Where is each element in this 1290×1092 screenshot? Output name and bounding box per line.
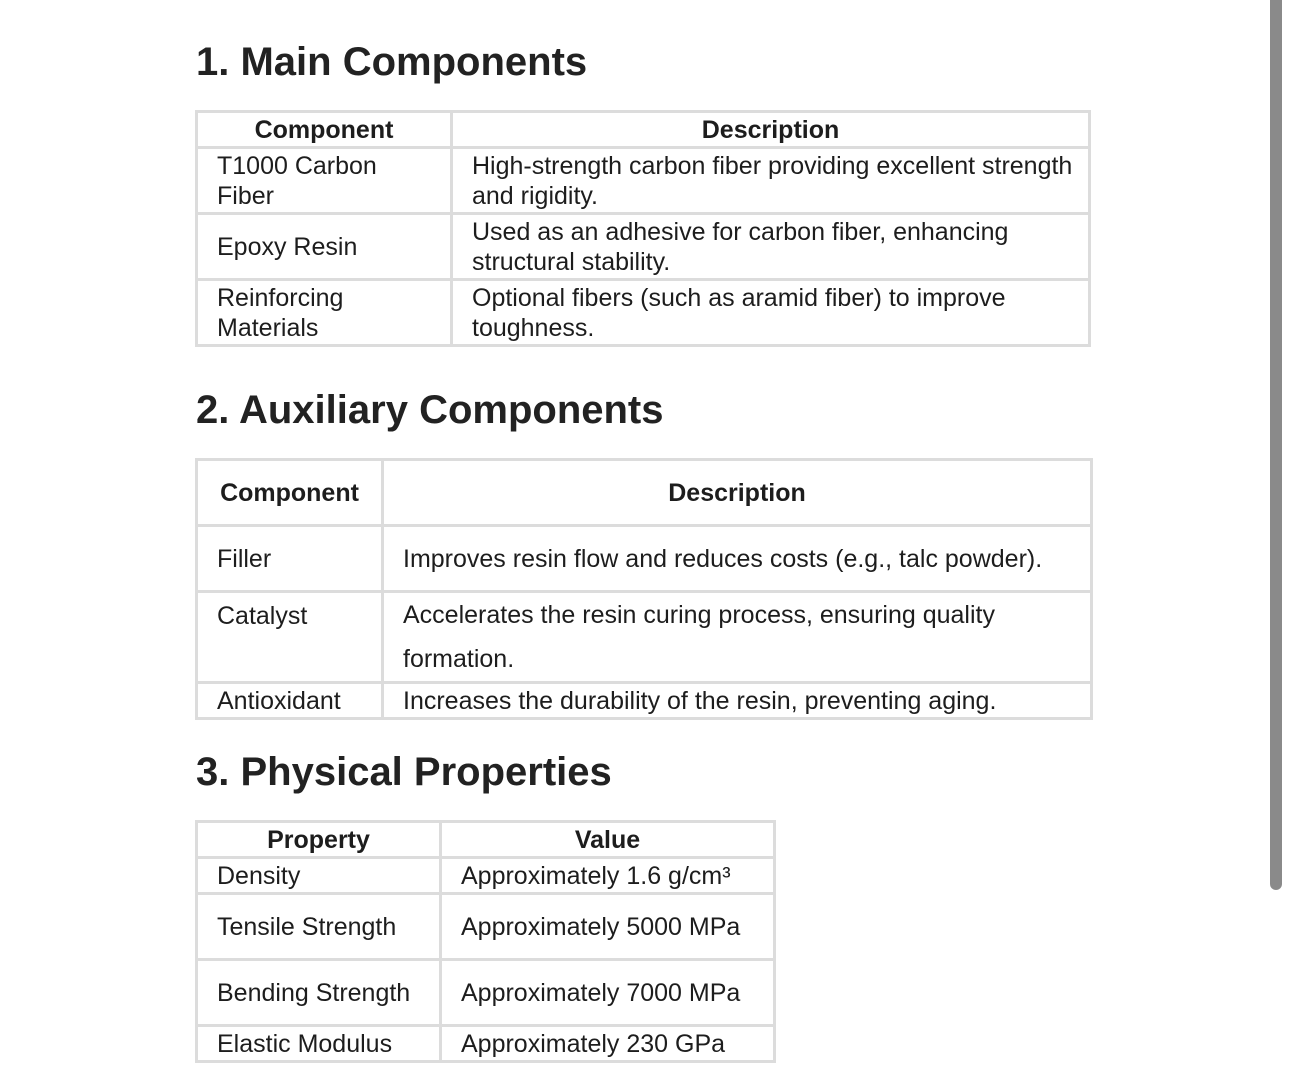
component-cell: Catalyst bbox=[197, 592, 383, 683]
description-cell: Increases the durability of the resin, preventing aging. bbox=[383, 683, 1092, 719]
component-cell: Epoxy Resin bbox=[197, 214, 452, 280]
section-title-main-components: 1. Main Components bbox=[196, 40, 588, 84]
table-row bbox=[197, 592, 1092, 683]
property-cell: Bending Strength bbox=[197, 960, 441, 1026]
table-row bbox=[197, 1026, 775, 1062]
description-cell: High-strength carbon fiber providing excellent strength and rigidity. bbox=[452, 148, 1090, 214]
description-cell: Optional fibers (such as aramid fiber) to improve toughness. bbox=[452, 280, 1090, 346]
section-title-auxiliary-components: 2. Auxiliary Components bbox=[196, 388, 664, 432]
description-cell: Improves resin flow and reduces costs (e.g., talc powder). bbox=[383, 526, 1092, 592]
column-header-component: Component bbox=[197, 112, 452, 148]
table-header-row bbox=[197, 112, 1090, 148]
component-cell: Reinforcing Materials bbox=[197, 280, 452, 346]
column-header-property: Property bbox=[197, 822, 441, 858]
value-cell: Approximately 7000 MPa bbox=[441, 960, 775, 1026]
main-components-table bbox=[195, 110, 1091, 347]
value-cell: Approximately 1.6 g/cm³ bbox=[441, 858, 775, 894]
component-cell: Antioxidant bbox=[197, 683, 383, 719]
value-cell: Approximately 230 GPa bbox=[441, 1026, 775, 1062]
table-row bbox=[197, 214, 1090, 280]
physical-properties-table bbox=[195, 820, 776, 1063]
auxiliary-components-table bbox=[195, 458, 1093, 720]
component-cell: Filler bbox=[197, 526, 383, 592]
description-cell: Used as an adhesive for carbon fiber, enhancing structural stability. bbox=[452, 214, 1090, 280]
table-row bbox=[197, 280, 1090, 346]
table-header-row bbox=[197, 822, 775, 858]
table-row bbox=[197, 683, 1092, 719]
table-header-row bbox=[197, 460, 1092, 526]
component-cell: T1000 Carbon Fiber bbox=[197, 148, 452, 214]
table-row bbox=[197, 148, 1090, 214]
vertical-scrollbar-thumb[interactable] bbox=[1270, 0, 1282, 890]
property-cell: Tensile Strength bbox=[197, 894, 441, 960]
property-cell: Elastic Modulus bbox=[197, 1026, 441, 1062]
table-row bbox=[197, 894, 775, 960]
column-header-description: Description bbox=[452, 112, 1090, 148]
table-row bbox=[197, 960, 775, 1026]
column-header-component: Component bbox=[197, 460, 383, 526]
section-title-physical-properties: 3. Physical Properties bbox=[196, 750, 612, 794]
table-row bbox=[197, 526, 1092, 592]
description-cell: Accelerates the resin curing process, ensuring quality formation. bbox=[383, 592, 1092, 683]
column-header-description: Description bbox=[383, 460, 1092, 526]
column-header-value: Value bbox=[441, 822, 775, 858]
value-cell: Approximately 5000 MPa bbox=[441, 894, 775, 960]
table-row bbox=[197, 858, 775, 894]
property-cell: Density bbox=[197, 858, 441, 894]
